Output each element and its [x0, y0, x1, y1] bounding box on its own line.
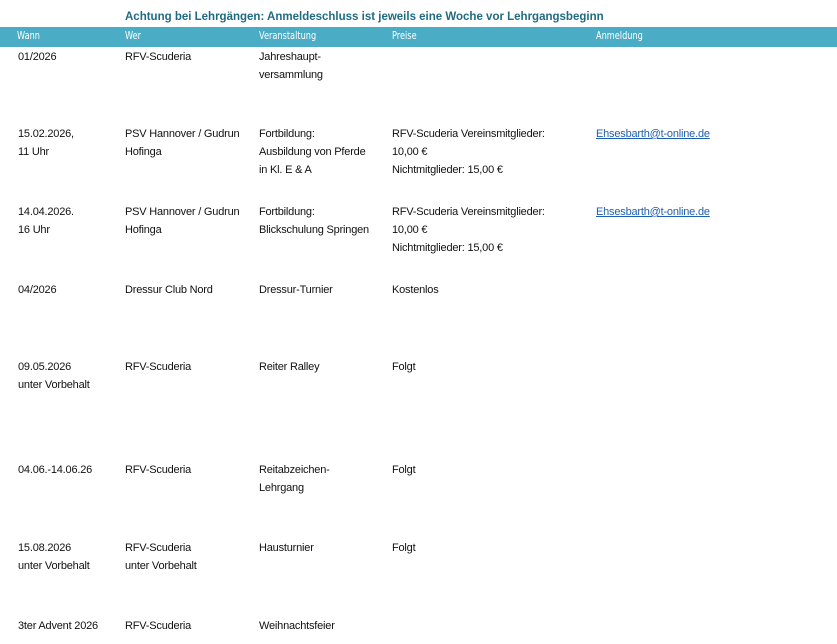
cell-event-line: in Kl. E & A: [259, 164, 312, 176]
cell-price: [392, 281, 592, 299]
cell-price-line: Folgt: [392, 464, 416, 476]
cell-event-line: Fortbildung:: [259, 206, 315, 218]
column-header-registration: Anmeldung: [596, 30, 643, 42]
cell-when: [18, 281, 122, 299]
table-header: [0, 27, 837, 47]
cell-when: [18, 617, 122, 635]
cell-event: [259, 358, 389, 376]
registration-email-link[interactable]: Ehsesbarth@t-online.de: [596, 128, 710, 140]
cell-price-line: 10,00 €: [392, 146, 428, 158]
cell-who-line: RFV-Scuderia: [125, 620, 192, 632]
cell-when-line: 04.06.-14.06.26: [18, 464, 93, 476]
cell-when-line: 04/2026: [18, 284, 57, 296]
cell-event: [259, 461, 389, 497]
cell-who-line: Hofinga: [125, 224, 162, 236]
cell-who: [125, 125, 255, 161]
cell-event-line: versammlung: [259, 69, 323, 81]
cell-when: [18, 461, 122, 479]
cell-event-line: Lehrgang: [259, 482, 304, 494]
cell-price: [392, 358, 592, 376]
cell-who-line: Hofinga: [125, 146, 162, 158]
cell-who: [125, 539, 255, 575]
cell-who-line: PSV Hannover / Gudrun: [125, 128, 240, 140]
cell-event-line: Fortbildung:: [259, 128, 315, 140]
cell-when-line: 16 Uhr: [18, 224, 50, 236]
cell-when: [18, 539, 122, 575]
column-header-event: Veranstaltung: [259, 30, 317, 42]
cell-when: [18, 48, 122, 66]
cell-who: [125, 358, 255, 376]
cell-who-line: RFV-Scuderia: [125, 464, 192, 476]
cell-when-line: unter Vorbehalt: [18, 379, 90, 391]
cell-when-line: 15.08.2026: [18, 542, 72, 554]
cell-when-line: 01/2026: [18, 51, 57, 63]
cell-who-line: Dressur Club Nord: [125, 284, 213, 296]
cell-event-line: Jahreshaupt-: [259, 51, 321, 63]
cell-when-line: 09.05.2026: [18, 361, 72, 373]
cell-price-line: RFV-Scuderia Vereinsmitglieder:: [392, 206, 545, 218]
registration-email-link[interactable]: Ehsesbarth@t-online.de: [596, 206, 710, 218]
cell-event-line: Reitabzeichen-: [259, 464, 330, 476]
cell-when-line: 3ter Advent 2026: [18, 620, 98, 632]
cell-who-line: RFV-Scuderia: [125, 361, 192, 373]
registration-deadline-notice: Achtung bei Lehrgängen: Anmeldeschluss ist jeweils eine Woche vor Lehrgangsbeginn: [125, 11, 604, 23]
cell-price: [392, 539, 592, 557]
cell-price-line: Folgt: [392, 361, 416, 373]
cell-price-line: Nichtmitglieder: 15,00 €: [392, 164, 503, 176]
cell-event-line: Blickschulung Springen: [259, 224, 369, 236]
cell-event-line: Hausturnier: [259, 542, 314, 554]
cell-event: [259, 48, 389, 84]
cell-who: [125, 48, 255, 66]
cell-event: [259, 203, 389, 239]
cell-who-line: PSV Hannover / Gudrun: [125, 206, 240, 218]
cell-who-line: RFV-Scuderia: [125, 51, 192, 63]
column-header-who: Wer: [125, 30, 142, 42]
cell-who-line: RFV-Scuderia: [125, 542, 192, 554]
cell-when-line: unter Vorbehalt: [18, 560, 90, 572]
cell-when-line: 11 Uhr: [18, 146, 49, 158]
cell-who: [125, 461, 255, 479]
cell-event: [259, 125, 389, 179]
cell-event-line: Ausbildung von Pferde: [259, 146, 366, 158]
cell-who: [125, 203, 255, 239]
cell-price-line: Folgt: [392, 542, 416, 554]
cell-event-line: Weihnachtsfeier: [259, 620, 335, 632]
cell-registration: [596, 125, 816, 143]
column-header-when: Wann: [17, 30, 40, 42]
cell-price-line: Nichtmitglieder: 15,00 €: [392, 242, 503, 254]
cell-registration: [596, 203, 816, 221]
cell-price-line: Kostenlos: [392, 284, 439, 296]
column-header-price: Preise: [392, 30, 417, 42]
cell-when: [18, 358, 122, 394]
cell-when-line: 15.02.2026,: [18, 128, 74, 140]
cell-event: [259, 617, 389, 635]
cell-when-line: 14.04.2026.: [18, 206, 74, 218]
cell-price-line: RFV-Scuderia Vereinsmitglieder:: [392, 128, 545, 140]
cell-event-line: Reiter Ralley: [259, 361, 320, 373]
cell-who: [125, 281, 255, 299]
cell-who: [125, 617, 255, 635]
cell-price: [392, 461, 592, 479]
cell-when: [18, 203, 122, 239]
cell-event: [259, 281, 389, 299]
cell-price: [392, 125, 592, 179]
cell-event-line: Dressur-Turnier: [259, 284, 333, 296]
cell-who-line: unter Vorbehalt: [125, 560, 197, 572]
cell-price: [392, 203, 592, 257]
cell-price-line: 10,00 €: [392, 224, 428, 236]
cell-event: [259, 539, 389, 557]
cell-when: [18, 125, 122, 161]
